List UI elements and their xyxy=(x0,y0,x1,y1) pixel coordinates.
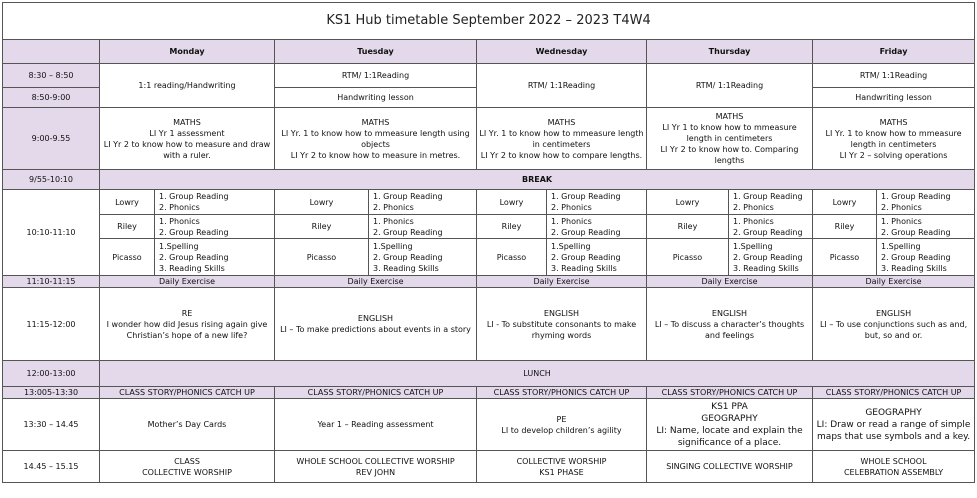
wednesday-lesson: ENGLISH LI - To substitute consonants to make rhyming words xyxy=(477,288,647,361)
page-title: KS1 Hub timetable September 2022 – 2023 T4W4 xyxy=(3,3,975,40)
header-tuesday: Tuesday xyxy=(275,40,477,64)
monday-morning: 1:1 reading/Handwriting xyxy=(100,64,275,108)
tuesday-morning-a: RTM/ 1:1Reading xyxy=(275,64,477,88)
tuesday-exercise: Daily Exercise xyxy=(275,276,477,288)
time-cell: 14.45 – 15.15 xyxy=(3,451,100,483)
time-cell: 8:50-9:00 xyxy=(3,88,100,108)
tuesday-lesson: ENGLISH LI – To make predictions about events in a story xyxy=(275,288,477,361)
tuesday-class-story: CLASS STORY/PHONICS CATCH UP xyxy=(275,387,477,399)
timetable-document xyxy=(2,2,974,495)
group-name: Riley xyxy=(477,215,547,239)
thursday-morning: RTM/ 1:1Reading xyxy=(647,64,813,108)
group-activities: 1. Group Reading 2. Phonics xyxy=(547,190,647,215)
time-cell: 10:10-11:10 xyxy=(3,190,100,276)
group-name: Riley xyxy=(275,215,369,239)
group-activities: 1. Phonics 2. Group Reading xyxy=(729,215,813,239)
friday-lesson: ENGLISH LI – To use conjunctions such as and, but, so and or. xyxy=(813,288,975,361)
group-name: Picasso xyxy=(275,239,369,276)
thursday-lesson: ENGLISH LI – To discuss a character’s thoughts and feelings xyxy=(647,288,813,361)
group-activities: 1.Spelling 2. Group Reading 3. Reading Skills xyxy=(729,239,813,276)
header-friday: Friday xyxy=(813,40,975,64)
group-name: Picasso xyxy=(647,239,729,276)
friday-afternoon: GEOGRAPHY LI: Draw or read a range of simple maps that use symbols and a key. xyxy=(813,399,975,451)
group-activities: 1.Spelling 2. Group Reading 3. Reading Skills xyxy=(369,239,477,276)
monday-afternoon: Mother’s Day Cards xyxy=(100,399,275,451)
group-activities: 1. Phonics 2. Group Reading xyxy=(547,215,647,239)
header-monday: Monday xyxy=(100,40,275,64)
group-name: Lowry xyxy=(477,190,547,215)
friday-exercise: Daily Exercise xyxy=(813,276,975,288)
lunch-row: LUNCH xyxy=(100,361,975,387)
group-activities: 1.Spelling 2. Group Reading 3. Reading Skills xyxy=(547,239,647,276)
monday-worship: CLASS COLLECTIVE WORSHIP xyxy=(100,451,275,483)
tuesday-morning-b: Handwriting lesson xyxy=(275,88,477,108)
group-name: Picasso xyxy=(477,239,547,276)
group-activities: 1. Group Reading 2. Phonics xyxy=(369,190,477,215)
time-cell: 13:30 – 14.45 xyxy=(3,399,100,451)
group-name: Lowry xyxy=(813,190,877,215)
group-name: Riley xyxy=(100,215,155,239)
wednesday-maths: MATHS LI Yr. 1 to know how to mmeasure length in centimeters LI Yr 2 to know how to compare lengths. xyxy=(477,108,647,170)
time-cell: 9/55-10:10 xyxy=(3,170,100,190)
group-name: Riley xyxy=(813,215,877,239)
time-cell: 8:30 – 8:50 xyxy=(3,64,100,88)
friday-worship: WHOLE SCHOOL CELEBRATION ASSEMBLY xyxy=(813,451,975,483)
friday-maths: MATHS LI Yr. 1 to know how to mmeasure length in centimeters LI Yr 2 – solving operations xyxy=(813,108,975,170)
thursday-afternoon: KS1 PPA GEOGRAPHY LI: Name, locate and explain the significance of a place. xyxy=(647,399,813,451)
break-row: BREAK xyxy=(100,170,975,190)
thursday-maths: MATHS LI Yr 1 to know how to mmeasure length in centimeters LI Yr 2 to know how to. Comparing lengths xyxy=(647,108,813,170)
thursday-worship: SINGING COLLECTIVE WORSHIP xyxy=(647,451,813,483)
wednesday-worship: COLLECTIVE WORSHIP KS1 PHASE xyxy=(477,451,647,483)
header-thursday: Thursday xyxy=(647,40,813,64)
group-activities: 1. Phonics 2. Group Reading xyxy=(877,215,975,239)
wednesday-exercise: Daily Exercise xyxy=(477,276,647,288)
group-activities: 1.Spelling 2. Group Reading 3. Reading Skills xyxy=(877,239,975,276)
group-activities: 1. Group Reading 2. Phonics xyxy=(877,190,975,215)
group-activities: 1. Group Reading 2. Phonics xyxy=(155,190,275,215)
thursday-exercise: Daily Exercise xyxy=(647,276,813,288)
group-name: Picasso xyxy=(100,239,155,276)
monday-lesson: RE I wonder how did Jesus rising again give Christian’s hope of a new life? xyxy=(100,288,275,361)
time-cell: 11:10-11:15 xyxy=(3,276,100,288)
monday-exercise: Daily Exercise xyxy=(100,276,275,288)
thursday-class-story: CLASS STORY/PHONICS CATCH UP xyxy=(647,387,813,399)
group-name: Lowry xyxy=(100,190,155,215)
group-activities: 1.Spelling 2. Group Reading 3. Reading Skills xyxy=(155,239,275,276)
group-name: Riley xyxy=(647,215,729,239)
friday-class-story: CLASS STORY/PHONICS CATCH UP xyxy=(813,387,975,399)
tuesday-worship: WHOLE SCHOOL COLLECTIVE WORSHIP REV JOHN xyxy=(275,451,477,483)
group-activities: 1. Phonics 2. Group Reading xyxy=(155,215,275,239)
group-name: Lowry xyxy=(647,190,729,215)
group-name: Lowry xyxy=(275,190,369,215)
timetable xyxy=(2,2,975,483)
tuesday-maths: MATHS LI Yr. 1 to know how to mmeasure length using objects LI Yr 2 to know how to measure in metres. xyxy=(275,108,477,170)
group-name: Picasso xyxy=(813,239,877,276)
wednesday-class-story: CLASS STORY/PHONICS CATCH UP xyxy=(477,387,647,399)
time-cell: 9:00-9.55 xyxy=(3,108,100,170)
header-time-cell xyxy=(3,40,100,64)
tuesday-afternoon: Year 1 – Reading assessment xyxy=(275,399,477,451)
wednesday-afternoon: PE LI to develop children’s agility xyxy=(477,399,647,451)
group-activities: 1. Group Reading 2. Phonics xyxy=(729,190,813,215)
friday-morning-a: RTM/ 1:1Reading xyxy=(813,64,975,88)
time-cell: 12:00-13:00 xyxy=(3,361,100,387)
monday-maths: MATHS LI Yr 1 assessment LI Yr 2 to know how to measure and draw with a ruler. xyxy=(100,108,275,170)
wednesday-morning: RTM/ 1:1Reading xyxy=(477,64,647,108)
monday-class-story: CLASS STORY/PHONICS CATCH UP xyxy=(100,387,275,399)
time-cell: 11:15-12:00 xyxy=(3,288,100,361)
time-cell: 13:005-13:30 xyxy=(3,387,100,399)
friday-morning-b: Handwriting lesson xyxy=(813,88,975,108)
header-wednesday: Wednesday xyxy=(477,40,647,64)
group-activities: 1. Phonics 2. Group Reading xyxy=(369,215,477,239)
